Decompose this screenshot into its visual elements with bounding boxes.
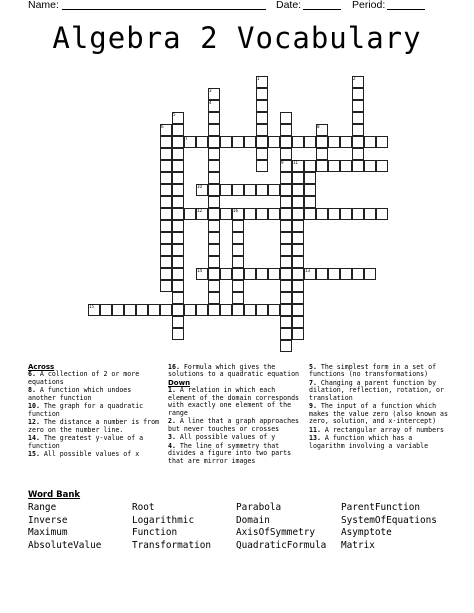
crossword-cell[interactable] xyxy=(256,136,268,148)
period-label: Period: xyxy=(352,0,386,11)
crossword-cell[interactable] xyxy=(208,160,220,172)
crossword-cell[interactable] xyxy=(304,196,316,208)
crossword-cell[interactable] xyxy=(172,196,184,208)
clue-text: All possible values of y xyxy=(175,433,276,442)
crossword-cell[interactable] xyxy=(340,268,352,280)
clue-text: Formula which gives the solutions to a quadratic equation xyxy=(168,363,300,379)
crossword-cell[interactable] xyxy=(160,148,172,160)
crossword-cell[interactable] xyxy=(208,292,220,304)
crossword-cell[interactable] xyxy=(280,184,292,196)
crossword-cell[interactable] xyxy=(268,304,280,316)
clue-number: 9 xyxy=(281,160,284,165)
crossword-cell[interactable] xyxy=(172,172,184,184)
crossword-cell[interactable] xyxy=(304,184,316,196)
clue-number: 9. xyxy=(309,402,317,411)
crossword-cell[interactable] xyxy=(352,124,364,136)
crossword-cell[interactable] xyxy=(172,160,184,172)
crossword-cell[interactable] xyxy=(172,304,184,316)
crossword-cell[interactable] xyxy=(280,316,292,328)
crossword-cell[interactable] xyxy=(232,292,244,304)
crossword-cell[interactable] xyxy=(280,280,292,292)
crossword-cell[interactable] xyxy=(352,136,364,148)
crossword-cell[interactable] xyxy=(304,160,316,172)
crossword-cell[interactable] xyxy=(244,208,256,220)
crossword-cell[interactable] xyxy=(208,148,220,160)
clue-number: 2. xyxy=(168,417,176,426)
crossword-cell[interactable] xyxy=(292,244,304,256)
crossword-cell[interactable] xyxy=(292,292,304,304)
crossword-cell[interactable] xyxy=(292,256,304,268)
crossword-cell[interactable] xyxy=(232,184,244,196)
crossword-grid[interactable] xyxy=(0,60,474,332)
word-bank-item: Transformation xyxy=(132,539,212,551)
word-bank-item: AxisOfSymmetry xyxy=(236,527,316,538)
word-bank-item: Logarithmic xyxy=(132,514,195,526)
clue-item xyxy=(168,443,302,465)
clue-number: 15 xyxy=(89,304,95,309)
word-bank-item: Inverse xyxy=(28,514,68,526)
crossword-cell[interactable] xyxy=(196,304,208,316)
crossword-cell[interactable] xyxy=(220,268,232,280)
clue-number: 13 xyxy=(305,268,311,273)
clue-number: 8. xyxy=(28,386,36,395)
crossword-cell[interactable] xyxy=(160,184,172,196)
clue-number: 7. xyxy=(309,379,317,387)
clue-item xyxy=(309,380,449,402)
crossword-cell[interactable] xyxy=(316,160,328,172)
word-bank-item: Range xyxy=(28,502,57,513)
crossword-cell[interactable] xyxy=(208,196,220,208)
crossword-cell[interactable] xyxy=(232,220,244,232)
clue-number: 1 xyxy=(257,76,260,81)
crossword-cell[interactable] xyxy=(172,256,184,268)
crossword-cell[interactable] xyxy=(208,172,220,184)
crossword-cell[interactable] xyxy=(160,244,172,256)
clue-number: 6 xyxy=(161,124,164,129)
crossword-cell[interactable] xyxy=(208,280,220,292)
crossword-cell[interactable] xyxy=(172,292,184,304)
clue-text: The input of a function which makes the value zero (also known as zero, solution, and x-intercept) xyxy=(309,402,448,426)
crossword-cell[interactable] xyxy=(292,232,304,244)
clue-item xyxy=(168,364,302,379)
clue-text: A collection of 2 or more equations xyxy=(28,370,140,386)
crossword-cell[interactable] xyxy=(280,256,292,268)
crossword-cell[interactable] xyxy=(172,316,184,328)
word-bank-item: Root xyxy=(132,502,155,513)
word-bank-item: Maximum xyxy=(28,527,68,538)
clue-text: A function which has a logarithm involving a variable xyxy=(309,434,429,450)
clue-number: 16. xyxy=(168,363,180,371)
clue-item xyxy=(309,427,449,434)
crossword-cell[interactable] xyxy=(232,232,244,244)
crossword-cell[interactable] xyxy=(160,160,172,172)
crossword-cell[interactable] xyxy=(232,268,244,280)
clue-text: The greatest y-value of a function xyxy=(28,434,144,450)
crossword-cell[interactable] xyxy=(244,304,256,316)
crossword-cell[interactable] xyxy=(304,208,316,220)
crossword-cell[interactable] xyxy=(124,304,136,316)
crossword-cell[interactable] xyxy=(172,148,184,160)
clue-text: A rectangular array of numbers xyxy=(320,425,444,434)
word-bank-item: ParentFunction xyxy=(341,502,421,513)
crossword-cell[interactable] xyxy=(220,136,232,148)
crossword-cell[interactable] xyxy=(100,304,112,316)
crossword-cell[interactable] xyxy=(232,256,244,268)
word-bank-item: Function xyxy=(132,527,178,538)
crossword-cell[interactable] xyxy=(112,304,124,316)
clue-number: 6. xyxy=(28,370,36,379)
clue-number: 5 xyxy=(173,112,176,117)
word-bank-item: Matrix xyxy=(341,539,375,551)
crossword-cell[interactable] xyxy=(256,100,268,112)
word-bank-item: Domain xyxy=(236,514,270,526)
word-bank-column xyxy=(341,502,437,552)
crossword-cell[interactable] xyxy=(172,124,184,136)
crossword-cell[interactable] xyxy=(352,208,364,220)
crossword-cell[interactable] xyxy=(292,304,304,316)
clue-item xyxy=(309,364,449,379)
crossword-cell[interactable] xyxy=(160,268,172,280)
crossword-cell[interactable] xyxy=(244,136,256,148)
crossword-cell[interactable] xyxy=(136,304,148,316)
crossword-cell[interactable] xyxy=(268,208,280,220)
clue-text: The simplest form in a set of functions (no transformations) xyxy=(309,363,437,379)
period-line[interactable] xyxy=(387,9,425,10)
clue-text: The line of symmetry that divides a figure into two parts that are mirror images xyxy=(168,441,292,465)
clue-number: 4 xyxy=(209,100,212,105)
crossword-cell[interactable] xyxy=(292,196,304,208)
name-label: Name: xyxy=(28,0,59,11)
crossword-cell[interactable] xyxy=(184,304,196,316)
crossword-cell[interactable] xyxy=(208,244,220,256)
clue-text: A line that a graph approaches but never touches or crosses xyxy=(168,417,300,433)
clue-number: 7 xyxy=(185,136,188,141)
clue-number: 3 xyxy=(209,88,212,93)
crossword-cell[interactable] xyxy=(352,88,364,100)
word-bank-column xyxy=(236,502,326,552)
crossword-cell[interactable] xyxy=(160,304,172,316)
clue-number: 16 xyxy=(233,208,239,213)
clue-number: 1. xyxy=(168,386,176,395)
crossword-cell[interactable] xyxy=(256,160,268,172)
clue-number: 13. xyxy=(309,434,321,443)
crossword-cell[interactable] xyxy=(160,232,172,244)
crossword-cell[interactable] xyxy=(292,220,304,232)
clue-number: 4. xyxy=(168,441,176,450)
clues-column-2 xyxy=(168,364,302,466)
crossword-cell[interactable] xyxy=(172,244,184,256)
word-bank-column xyxy=(132,502,211,552)
crossword-cell[interactable] xyxy=(280,268,292,280)
crossword-cell[interactable] xyxy=(280,148,292,160)
clue-number: 10 xyxy=(197,184,203,189)
clue-text: A function which undoes another function xyxy=(28,386,132,402)
down-heading: Down xyxy=(168,379,191,387)
crossword-cell[interactable] xyxy=(256,148,268,160)
crossword-cell[interactable] xyxy=(316,136,328,148)
crossword-cell[interactable] xyxy=(208,208,220,220)
crossword-cell[interactable] xyxy=(256,304,268,316)
crossword-cell[interactable] xyxy=(256,124,268,136)
clue-text: The graph for a quadratic function xyxy=(28,402,144,418)
crossword-cell[interactable] xyxy=(244,268,256,280)
crossword-cell[interactable] xyxy=(172,136,184,148)
word-bank-item: AbsoluteValue xyxy=(28,539,102,551)
crossword-cell[interactable] xyxy=(316,148,328,160)
crossword-cell[interactable] xyxy=(376,136,388,148)
crossword-cell[interactable] xyxy=(208,220,220,232)
crossword-cell[interactable] xyxy=(256,112,268,124)
crossword-cell[interactable] xyxy=(208,112,220,124)
crossword-cell[interactable] xyxy=(352,100,364,112)
crossword-cell[interactable] xyxy=(292,208,304,220)
crossword-cell[interactable] xyxy=(256,208,268,220)
clue-item xyxy=(309,435,449,450)
crossword-cell[interactable] xyxy=(220,184,232,196)
clue-item xyxy=(28,387,162,402)
crossword-cell[interactable] xyxy=(280,196,292,208)
date-label: Date: xyxy=(276,0,302,11)
crossword-cell[interactable] xyxy=(352,148,364,160)
crossword-cell[interactable] xyxy=(148,304,160,316)
crossword-cell[interactable] xyxy=(280,220,292,232)
clue-text: A relation in which each element of the domain corresponds with exactly one element of the range xyxy=(168,386,300,417)
crossword-cell[interactable] xyxy=(328,160,340,172)
clue-text: All possible values of x xyxy=(39,450,140,459)
crossword-cell[interactable] xyxy=(172,184,184,196)
crossword-cell[interactable] xyxy=(160,220,172,232)
clue-number: 12. xyxy=(28,418,40,427)
crossword-cell[interactable] xyxy=(364,208,376,220)
crossword-cell[interactable] xyxy=(280,172,292,184)
crossword-cell[interactable] xyxy=(256,88,268,100)
clue-number: 2 xyxy=(353,76,356,81)
crossword-cell[interactable] xyxy=(160,208,172,220)
crossword-cell[interactable] xyxy=(364,268,376,280)
clue-text: The distance a number is from zero on the number line. xyxy=(28,418,160,434)
clue-item xyxy=(28,403,162,418)
crossword-cell[interactable] xyxy=(280,232,292,244)
crossword-cell[interactable] xyxy=(208,268,220,280)
crossword-cell[interactable] xyxy=(268,184,280,196)
crossword-cell[interactable] xyxy=(280,304,292,316)
clue-item xyxy=(168,418,302,433)
word-bank-item: QuadraticFormula xyxy=(236,539,327,551)
crossword-cell[interactable] xyxy=(352,160,364,172)
crossword-cell[interactable] xyxy=(208,184,220,196)
clue-number: 12 xyxy=(197,208,203,213)
clues-column-3 xyxy=(309,364,449,451)
crossword-cell[interactable] xyxy=(172,220,184,232)
crossword-cell[interactable] xyxy=(292,280,304,292)
crossword-cell[interactable] xyxy=(232,136,244,148)
crossword-cell[interactable] xyxy=(364,160,376,172)
crossword-cell[interactable] xyxy=(220,304,232,316)
crossword-cell[interactable] xyxy=(160,256,172,268)
name-line[interactable] xyxy=(62,9,266,10)
crossword-cell[interactable] xyxy=(208,232,220,244)
crossword-cell[interactable] xyxy=(196,136,208,148)
worksheet-header xyxy=(0,0,474,12)
crossword-cell[interactable] xyxy=(160,172,172,184)
crossword-cell[interactable] xyxy=(232,280,244,292)
clue-item xyxy=(28,371,162,386)
clue-item xyxy=(168,434,302,441)
crossword-cell[interactable] xyxy=(208,256,220,268)
crossword-cell[interactable] xyxy=(364,136,376,148)
clue-number: 15. xyxy=(28,450,40,459)
crossword-cell[interactable] xyxy=(280,124,292,136)
crossword-cell[interactable] xyxy=(292,172,304,184)
crossword-cell[interactable] xyxy=(292,184,304,196)
crossword-cell[interactable] xyxy=(268,268,280,280)
word-bank-title: Word Bank xyxy=(28,490,81,500)
clue-number: 11 xyxy=(293,160,299,165)
crossword-cell[interactable] xyxy=(340,136,352,148)
crossword-cell[interactable] xyxy=(220,208,232,220)
across-clues xyxy=(28,364,162,460)
crossword-cell[interactable] xyxy=(328,136,340,148)
crossword-cell[interactable] xyxy=(256,268,268,280)
across-heading: Across xyxy=(28,363,55,371)
word-bank-item: Parabola xyxy=(236,502,282,513)
crossword-cell[interactable] xyxy=(160,136,172,148)
crossword-cell[interactable] xyxy=(292,268,304,280)
crossword-cell[interactable] xyxy=(244,184,256,196)
clue-item xyxy=(309,403,449,425)
crossword-cell[interactable] xyxy=(376,160,388,172)
crossword-cell[interactable] xyxy=(352,268,364,280)
crossword-cell[interactable] xyxy=(160,196,172,208)
date-line[interactable] xyxy=(303,9,341,10)
clue-number: 14. xyxy=(28,434,40,443)
crossword-cell[interactable] xyxy=(184,208,196,220)
crossword-cell[interactable] xyxy=(232,304,244,316)
crossword-cell[interactable] xyxy=(232,244,244,256)
word-bank-item: SystemOfEquations xyxy=(341,514,437,526)
crossword-cell[interactable] xyxy=(316,268,328,280)
crossword-cell[interactable] xyxy=(280,136,292,148)
crossword-cell[interactable] xyxy=(172,280,184,292)
crossword-cell[interactable] xyxy=(304,136,316,148)
crossword-cell[interactable] xyxy=(208,124,220,136)
clue-number: 11. xyxy=(309,425,321,434)
crossword-cell[interactable] xyxy=(280,340,292,352)
crossword-cell[interactable] xyxy=(208,136,220,148)
crossword-cell[interactable] xyxy=(292,316,304,328)
clue-number: 3. xyxy=(168,433,176,442)
crossword-cell[interactable] xyxy=(376,208,388,220)
crossword-cell[interactable] xyxy=(328,268,340,280)
clue-item xyxy=(28,435,162,450)
crossword-cell[interactable] xyxy=(280,244,292,256)
page-title: Algebra 2 Vocabulary xyxy=(52,21,422,55)
clue-item xyxy=(28,419,162,434)
crossword-cell[interactable] xyxy=(160,280,172,292)
crossword-cell[interactable] xyxy=(292,328,304,340)
crossword-cell[interactable] xyxy=(280,208,292,220)
crossword-cell[interactable] xyxy=(328,208,340,220)
clue-item xyxy=(28,451,162,458)
crossword-cell[interactable] xyxy=(316,208,328,220)
clue-number: 10. xyxy=(28,402,40,411)
crossword-cell[interactable] xyxy=(280,112,292,124)
crossword-cell[interactable] xyxy=(268,136,280,148)
word-bank-item: Asymptote xyxy=(341,527,392,538)
crossword-cell[interactable] xyxy=(292,136,304,148)
crossword-cell[interactable] xyxy=(304,172,316,184)
crossword-cell[interactable] xyxy=(280,292,292,304)
crossword-cell[interactable] xyxy=(340,208,352,220)
crossword-cell[interactable] xyxy=(256,184,268,196)
clue-number: 8 xyxy=(317,124,320,129)
crossword-cell[interactable] xyxy=(280,328,292,340)
clue-item xyxy=(168,387,302,417)
clue-text: Changing a parent function by dilation, reflection, rotation, or translation xyxy=(309,379,444,402)
crossword-cell[interactable] xyxy=(340,160,352,172)
crossword-cell[interactable] xyxy=(208,304,220,316)
crossword-cell[interactable] xyxy=(172,208,184,220)
crossword-cell[interactable] xyxy=(352,112,364,124)
clue-number: 14 xyxy=(197,268,203,273)
word-bank-column xyxy=(28,502,101,552)
crossword-cell[interactable] xyxy=(172,232,184,244)
crossword-cell[interactable] xyxy=(172,328,184,340)
clue-number: 5. xyxy=(309,363,317,371)
crossword-cell[interactable] xyxy=(172,268,184,280)
